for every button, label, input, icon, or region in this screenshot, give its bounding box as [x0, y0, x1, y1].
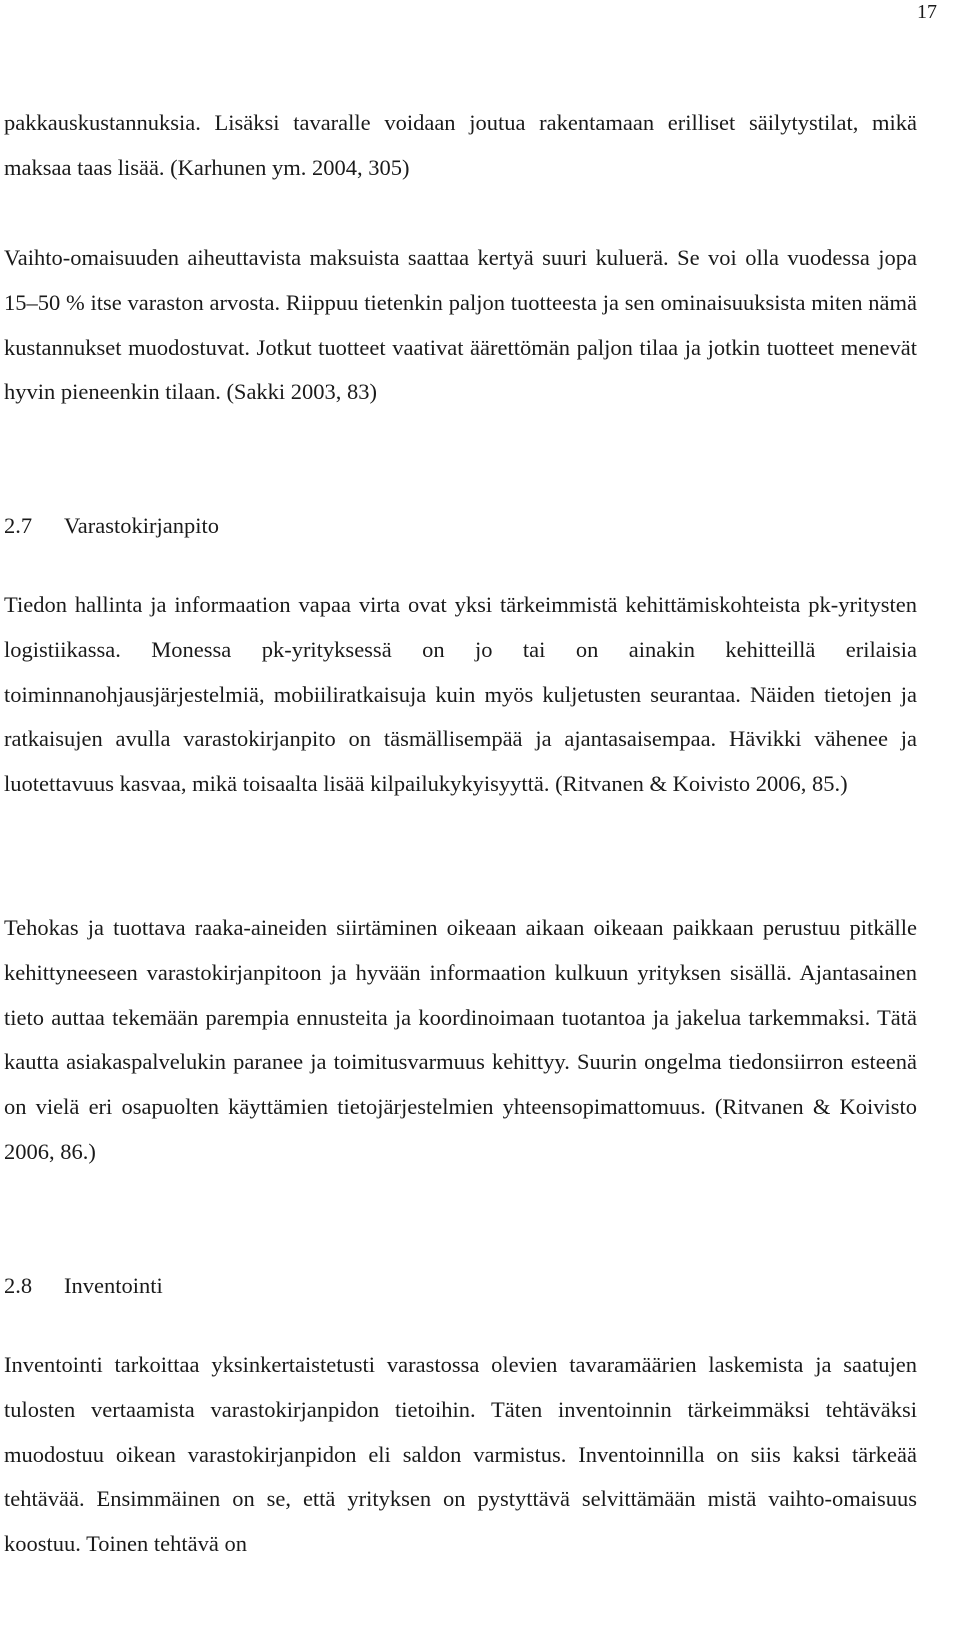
section-title: Inventointi	[64, 1273, 163, 1298]
paragraph-storage-costs-end: pakkauskustannuksia. Lisäksi tavaralle voidaan joutua rakentamaan erilliset säilytystilat, mikä maksaa taas lisää. (Karhunen ym. 2004, 305)	[4, 110, 917, 180]
section-number: 2.7	[4, 513, 33, 538]
section-title: Varastokirjanpito	[64, 513, 219, 538]
section-number: 2.8	[4, 1273, 33, 1298]
section-heading-inventointi	[4, 1275, 163, 1298]
paragraph-material-flow: Tehokas ja tuottava raaka-aineiden siirtäminen oikeaan aikaan oikeaan paikkaan perustuu pitkälle kehittyneeseen varastokirjanpitoon ja hyvään informaation kulkuun yrityksen sisällä. Ajantasainen tieto auttaa tekemään parempia ennusteita ja koordinoimaan tuotantoa ja jakelua tarkemmaksi. Tätä kautta asiakaspalvelukin paranee ja toimitusvarmuus kehittyy. Suurin ongelma tiedonsiirron esteenä on vielä eri osapuolten käyttämien tietojärjestelmien yhteensopimattomuus. (Ritvanen & Koivisto 2006, 86.)	[4, 915, 917, 1164]
paragraph-inventory-costs: Vaihto-omaisuuden aiheuttavista maksuista saattaa kertyä suuri kuluerä. Se voi olla vuodessa jopa 15–50 % itse varaston arvosta. Riippuu tietenkin paljon tuotteesta ja sen ominaisuuksista miten nämä kustannukset muodostuvat. Jotkut tuotteet vaativat äärettömän paljon tilaa ja jotkin tuotteet menevät hyvin pieneenkin tilaan. (Sakki 2003, 83)	[4, 245, 917, 405]
paragraph-information-management: Tiedon hallinta ja informaation vapaa virta ovat yksi tärkeimmistä kehittämiskohteista pk-yritysten logistiikassa. Monessa pk-yrityksessä on jo tai on ainakin kehitteillä erilaisia toiminnanohjausjärjestelmiä, mobiiliratkaisuja kuin myös kuljetusten seurantaa. Näiden tietojen ja ratkaisujen avulla varastokirjanpito on täsmällisempää ja ajantasaisempaa. Hävikki vähenee ja luotettavuus kasvaa, mikä toisaalta lisää kilpailukykyisyyttä. (Ritvanen & Koivisto 2006, 85.)	[4, 592, 917, 797]
section-heading-varastokirjanpito	[4, 515, 219, 538]
page-number: 17	[917, 1, 937, 23]
paragraph-inventory-definition: Inventointi tarkoittaa yksinkertaistetusti varastossa olevien tavaramäärien laskemista ja saatujen tulosten vertaamista varastokirjanpidon tietoihin. Täten inventoinnin tärkeimmäksi tehtäväksi muodostuu oikean varastokirjanpidon eli saldon varmistus. Inventoinnilla on siis kaksi tärkeää tehtävää. Ensimmäinen on se, että yrityksen on pystyttävä selvittämään mistä vaihto-omaisuus koostuu. Toinen tehtävä on	[4, 1352, 917, 1557]
